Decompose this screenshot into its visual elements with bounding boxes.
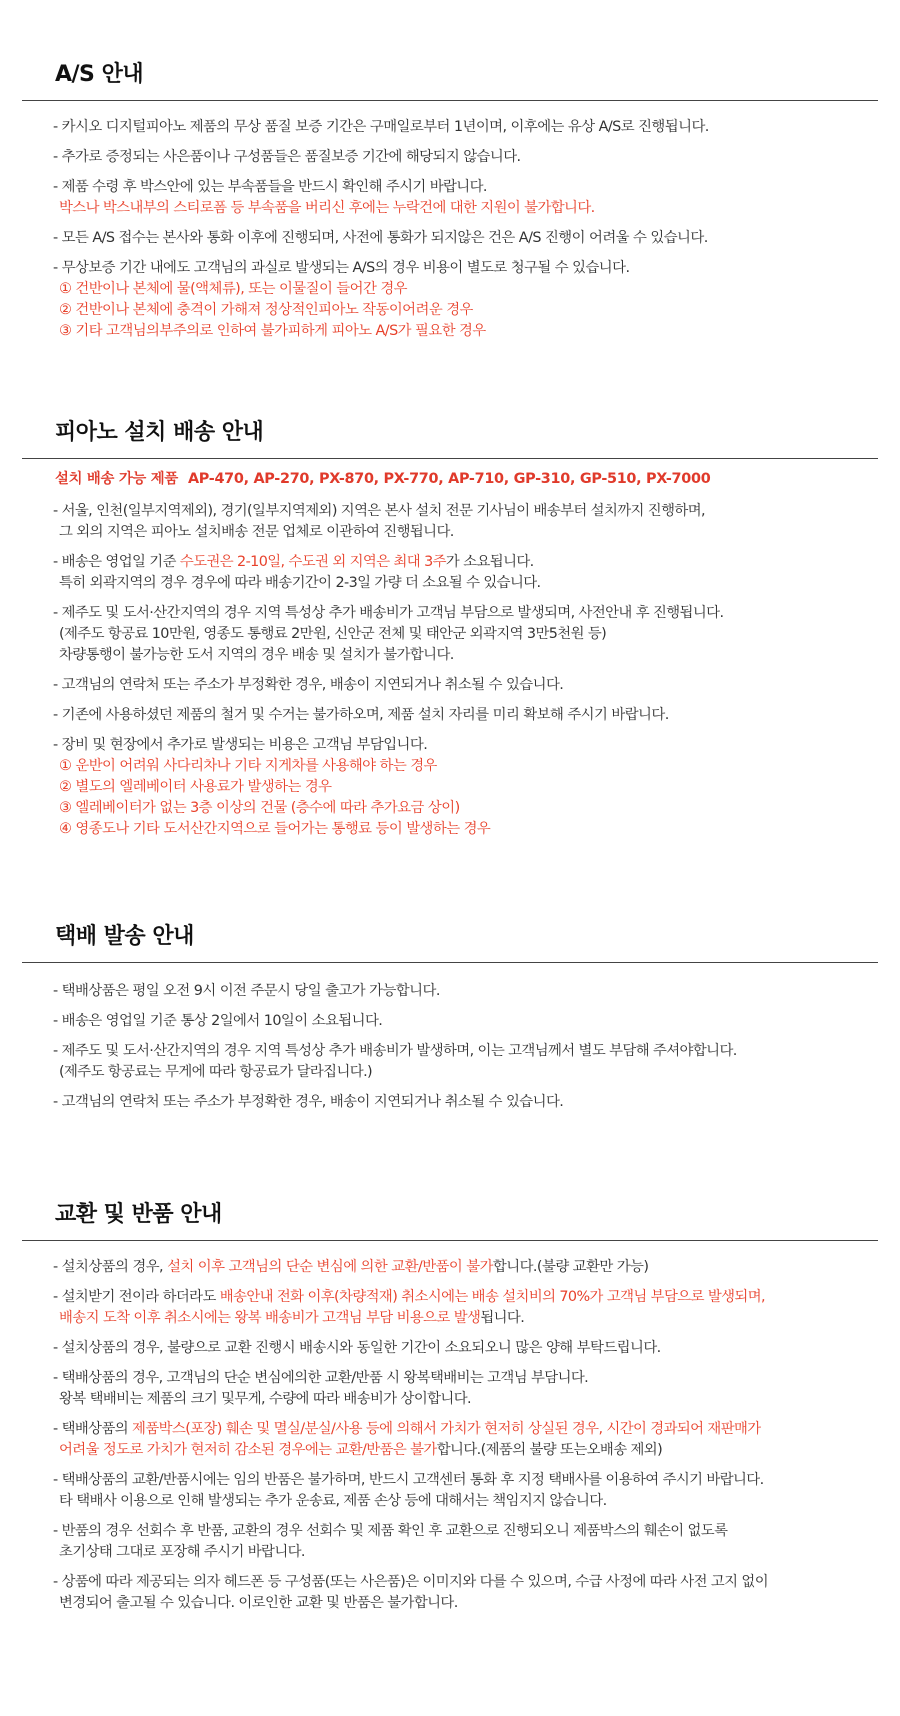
as-case-2: ② 건반이나 본체에 충격이 가해져 정상적인피아노 작동이어려운 경우: [59, 302, 473, 318]
exchange-section: [0, 1200, 900, 1623]
install-case-4: ④ 영종도나 기타 도서산간지역으로 들어가는 통행료 등이 발생하는 경우: [59, 821, 491, 837]
as-case-1: ① 건반이나 본체에 물(액체류), 또는 이물질이 들어간 경우: [59, 281, 408, 297]
install-item-islands: - 제주도 및 도서·산간지역의 경우 지역 특성상 추가 배송비가 고객님 부담으로 발생되며, 사전안내 후 진행됩니다. (제주도 항공료 10만원, 영종도 통행료 2만원, 신안군 전체 및 태안군 외곽지역 3만5천원 등) 차량통행이 불가능한 도서 지역의 경우 배송 및 설치가 불가합니다.: [53, 605, 724, 663]
as-item-gifts: - 추가로 증정되는 사은품이나 구성품들은 품질보증 기간에 해당되지 않습니다.: [53, 149, 521, 165]
exchange-list: [0, 1257, 900, 1614]
exchange-section-divider: [22, 1240, 878, 1241]
install-item-region: - 서울, 인천(일부지역제외), 경기(일부지역제외) 지역은 본사 설치 전문 기사님이 배송부터 설치까지 진행하며, 그 외의 지역은 피아노 설치배송 전문 업체로 이관하여 진행됩니다.: [53, 503, 705, 540]
install-item-extra-cost: - 장비 및 현장에서 추가로 발생되는 비용은 고객님 부담입니다.: [53, 737, 428, 753]
exchange-section-title: 교환 및 반품 안내: [55, 1202, 222, 1227]
courier-item-islands: - 제주도 및 도서·산간지역의 경우 지역 특성상 추가 배송비가 발생하며, 이는 고객님께서 별도 부담해 주셔야합니다. (제주도 항공료는 무게에 따라 항공료가 달라집니다.): [53, 1043, 737, 1080]
install-products-models: AP-470, AP-270, PX-870, PX-770, AP-710, GP-310, GP-510, PX-7000: [187, 471, 711, 487]
as-list: [0, 117, 900, 342]
courier-list: [0, 981, 900, 1113]
as-case-3: ③ 기타 고객님의부주의로 인하여 불가피하게 피아노 A/S가 필요한 경우: [59, 323, 486, 339]
as-item-accessories: - 제품 수령 후 박스안에 있는 부속품들을 반드시 확인해 주시기 바랍니다. 박스나 박스내부의 스티로폼 등 부속품을 버리신 후에는 누락건에 대한 지원이 불가합니다.: [53, 177, 900, 219]
as-section-title: A/S 안내: [55, 62, 144, 87]
install-item-period: - 배송은 영업일 기준 수도권은 2-10일, 수도권 외 지역은 최대 3주가 소요됩니다. 특히 외곽지역의 경우 경우에 따라 배송기간이 2-3일 가량 더 소요될 수 있습니다.: [53, 554, 541, 591]
courier-item-contact: - 고객님의 연락처 또는 주소가 부정확한 경우, 배송이 지연되거나 취소될 수 있습니다.: [53, 1094, 564, 1110]
install-case-3: ③ 엘레베이터가 없는 3층 이상의 건물 (층수에 따라 추가요금 상이): [59, 800, 460, 816]
exchange-item-defect-period: - 설치상품의 경우, 불량으로 교환 진행시 배송시와 동일한 기간이 소요되오니 많은 양해 부탁드립니다.: [53, 1340, 661, 1356]
exchange-item-components: - 상품에 따라 제공되는 의자 헤드폰 등 구성품(또는 사은품)은 이미지와 다를 수 있으며, 수급 사정에 따라 사전 고지 없이 변경되어 출고될 수 있습니다. 이로인한 교환 및 반품은 불가합니다.: [53, 1574, 768, 1611]
exchange-item-courier-return-fee: - 택배상품의 경우, 고객님의 단순 변심에의한 교환/반품 시 왕복택배비는 고객님 부담니다. 왕복 택배비는 제품의 크기 및무게, 수량에 따라 배송비가 상이합니다.: [53, 1370, 589, 1407]
courier-section-divider: [22, 962, 878, 963]
install-list: [0, 501, 900, 840]
as-section: [0, 60, 900, 342]
exchange-item-designated-courier: - 택배상품의 교환/반품시에는 임의 반품은 불가하며, 반드시 고객센터 통화 후 지정 택배사를 이용하여 주시기 바랍니다. 타 택배사 이용으로 인해 발생되는 추가 운송료, 제품 손상 등에 대해서는 책임지지 않습니다.: [53, 1472, 764, 1509]
courier-section: [0, 922, 900, 1122]
install-section-title: 피아노 설치 배송 안내: [55, 420, 264, 445]
install-item-contact: - 고객님의 연락처 또는 주소가 부정확한 경우, 배송이 지연되거나 취소될 수 있습니다.: [53, 677, 564, 693]
install-case-1: ① 운반이 어려워 사다리차나 기타 지게차를 사용해야 하는 경우: [59, 758, 437, 774]
install-products-line: [0, 469, 900, 489]
as-item-phone-first: - 모든 A/S 접수는 본사와 통화 이후에 진행되며, 사전에 통화가 되지않은 건은 A/S 진행이 어려울 수 있습니다.: [53, 230, 708, 246]
install-products-label: 설치 배송 가능 제품: [55, 471, 178, 487]
as-item-accessories-warning: 박스나 박스내부의 스티로폼 등 부속품을 버리신 후에는 누락건에 대한 지원이 불가합니다.: [59, 200, 595, 216]
exchange-item-install-no-return: - 설치상품의 경우, 설치 이후 고객님의 단순 변심에 의한 교환/반품이 불가합니다.(불량 교환만 가능): [53, 1259, 649, 1275]
courier-section-title: 택배 발송 안내: [55, 924, 194, 949]
as-item-warranty: - 카시오 디지털피아노 제품의 무상 품질 보증 기간은 구매일로부터 1년이며, 이후에는 유상 A/S로 진행됩니다.: [53, 119, 709, 135]
courier-item-same-day: - 택배상품은 평일 오전 9시 이전 주문시 당일 출고가 가능합니다.: [53, 983, 440, 999]
as-section-divider: [22, 100, 878, 101]
install-case-2: ② 별도의 엘레베이터 사용료가 발생하는 경우: [59, 779, 332, 795]
courier-item-period: - 배송은 영업일 기준 통상 2일에서 10일이 소요됩니다.: [53, 1013, 383, 1029]
exchange-item-damaged-box: - 택배상품의 제품박스(포장) 훼손 및 멸실/분실/사용 등에 의해서 가치가 현저히 상실된 경우, 시간이 경과되어 재판매가 어려울 정도로 가치가 현저히 감소된 경우에는 교환/반품은 불가합니다.(제품의 불량 또는오배송 제외): [53, 1421, 761, 1458]
install-item-removal: - 기존에 사용하셨던 제품의 철거 및 수거는 불가하오며, 제품 설치 자리를 미리 확보해 주시기 바랍니다.: [53, 707, 669, 723]
exchange-item-packaging: - 반품의 경우 선회수 후 반품, 교환의 경우 선회수 및 제품 확인 후 교환으로 진행되오니 제품박스의 훼손이 없도록 초기상태 그대로 포장해 주시기 바랍니다.: [53, 1523, 728, 1560]
as-item-paid-repair: - 무상보증 기간 내에도 고객님의 과실로 발생되는 A/S의 경우 비용이 별도로 청구될 수 있습니다.: [53, 260, 630, 276]
install-section: [0, 418, 900, 840]
exchange-item-cancel-fee: - 설치받기 전이라 하더라도 배송안내 전화 이후(차량적재) 취소시에는 배송 설치비의 70%가 고객님 부담으로 발생되며, 배송지 도착 이후 취소시에는 왕복 배송비가 고객님 부담 비용으로 발생됩니다.: [53, 1289, 765, 1326]
install-section-divider: [22, 458, 878, 459]
